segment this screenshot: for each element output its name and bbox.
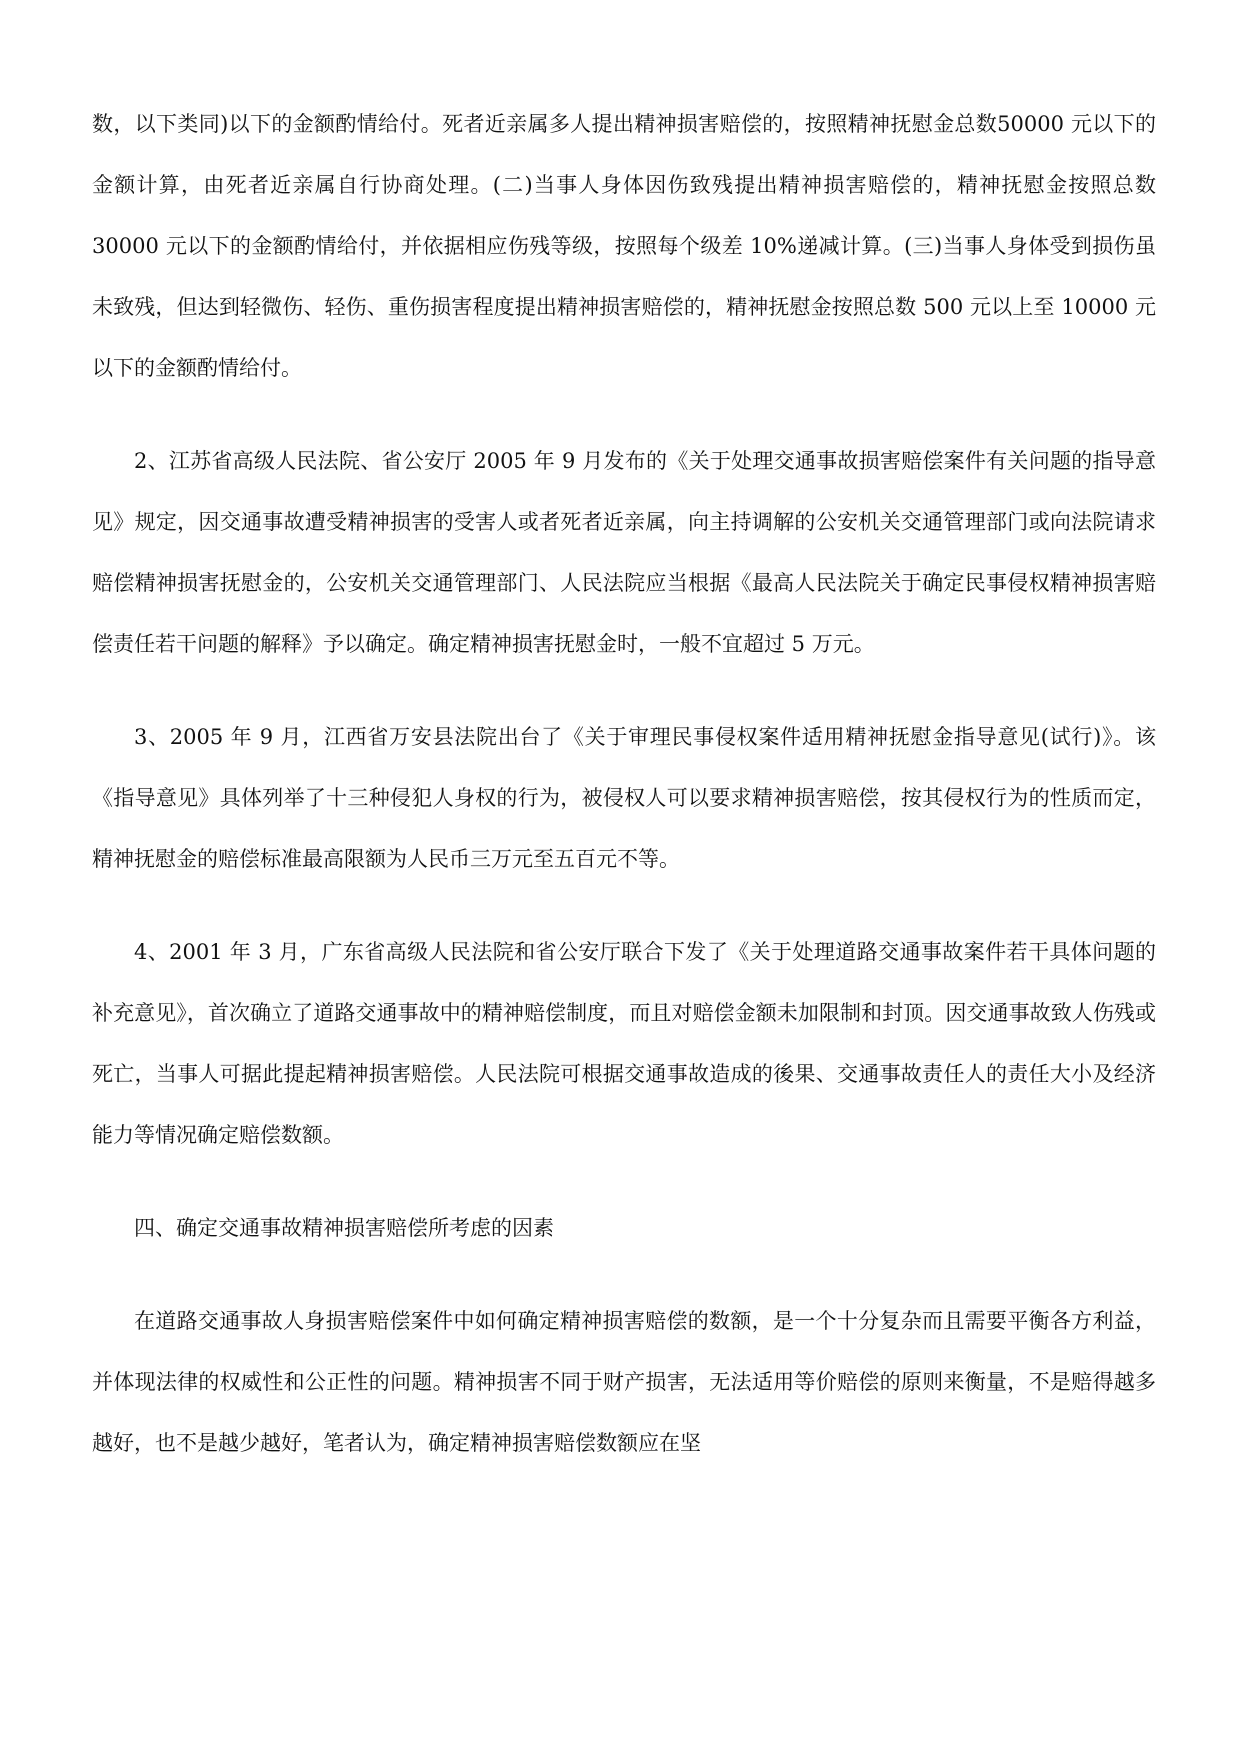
text-line: 递减计算。(三)当事人身体受到损伤虽未致残，但达到轻微伤、轻伤、重伤损害程度提出精神损害	[92, 234, 1157, 319]
paragraph-jiangxi	[92, 707, 1156, 890]
text-line: 平衡各方利益，并体现法律的权威性和公正性的问题。精神损害不同于财产损害，无法适用等价赔	[92, 1309, 1157, 1394]
text-line: 2、江苏省高级人民法院、省公安厅 2005 年 9 月发布的《关于处理交通事故损害赔偿案件有关	[134, 449, 1029, 473]
text-line: 3、2005 年 9 月，江西省万安县法院出台了《关于审理民事侵权案件适用精神抚慰金指导意见	[134, 725, 1041, 749]
text-line: 按其侵权行为的性质而定，精神抚慰金的赔偿标准最高限额为人民币三万元至五百元不等。	[92, 786, 1157, 871]
text-line: 和封顶。因交通事故致人伤残或死亡，当事人可据此提起精神损害赔偿。人民法院可根据交通事故	[92, 1001, 1157, 1086]
text-line: 偿的原则来衡量，不是赔得越多越好，也不是越少越好，笔者认为，确定精神损害赔偿数额应在坚	[92, 1370, 1157, 1455]
text-line: 慰金时，一般不宜超过 5 万元。	[575, 632, 875, 656]
paragraph-continuation	[92, 94, 1156, 399]
text-line: (试行)》。该《指导意见》具体列举了十三种侵犯人身权的行为，被侵权人可以要求精神损害赔偿，	[92, 725, 1156, 810]
text-line: 关交通管理部门或向法院请求赔偿精神损害抚慰金的，公安机关交通管理部门、人民法院应当根据	[92, 510, 1157, 595]
section-heading	[92, 1198, 1156, 1259]
text-line: 问题的指导意见》规定，因交通事故遭受精神损害的受害人或者死者近亲属，向主持调解的公安机	[92, 449, 1156, 534]
text-line: 偿的，精神抚慰金按照总数 30000 元以下的金额酌情给付，并依据相应伤残等级，按照每个级差 10%	[92, 173, 1156, 258]
text-line: 数，以下类同)以下的金额酌情给付。死者近亲属多人提出精神损害赔偿的，按照精神抚慰金总数	[92, 112, 998, 136]
text-line: 4、2001 年 3 月，广东省高级人民法院和省公安厅联合下发了《关于处理道路交通事故案件若	[134, 940, 1028, 964]
text-line: 50000 元以下的金额计算，由死者近亲属自行协商处理。(二)当事人身体因伤致残提出精神损害赔	[92, 112, 1156, 197]
paragraph-guangdong	[92, 922, 1156, 1166]
paragraph-factors	[92, 1291, 1156, 1474]
heading-text: 四、确定交通事故精神损害赔偿所考虑的因素	[134, 1216, 554, 1240]
text-line: 造成的後果、交通事故责任人的责任大小及经济能力等情况确定赔偿数额。	[92, 1062, 1157, 1147]
text-line: 在道路交通事故人身损害赔偿案件中如何确定精神损害赔偿的数额，是一个十分复杂而且需要	[134, 1309, 1008, 1333]
text-line: 干具体问题的补充意见》，首次确立了道路交通事故中的精神赔偿制度，而且对赔偿金额未加限制	[92, 940, 1156, 1025]
text-line: 赔偿的，精神抚慰金按照总数 500 元以上至 10000 元以下的金额酌情给付。	[92, 295, 1156, 380]
paragraph-jiangsu	[92, 431, 1156, 675]
document-body	[92, 94, 1156, 1474]
text-line: 《最高人民法院关于确定民事侵权精神损害赔偿责任若干问题的解释》予以确定。确定精神损害抚	[92, 571, 1157, 656]
